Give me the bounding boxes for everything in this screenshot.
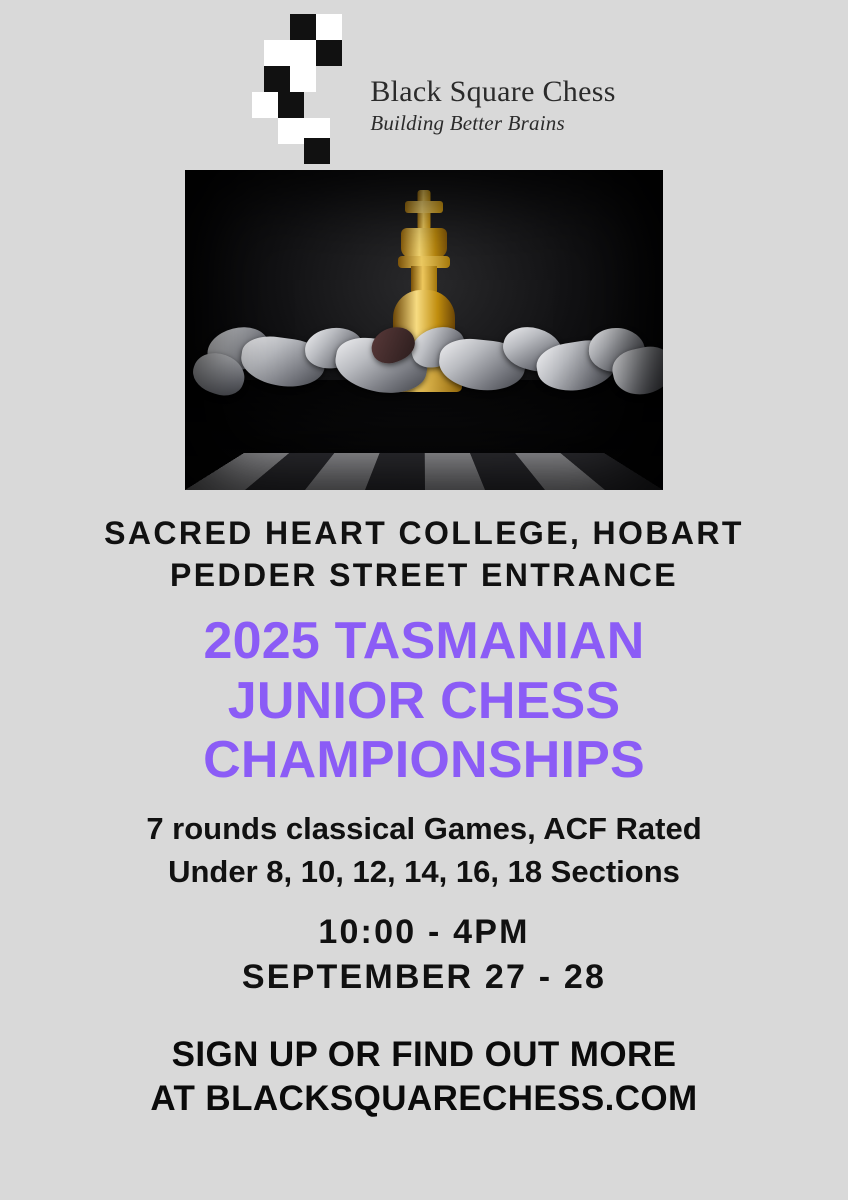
black-square-chess-logo-mark [252,14,362,164]
logo-title: Black Square Chess [370,74,616,108]
venue-line-1: SACRED HEART COLLEGE, HOBART [104,515,744,551]
event-hours: 10:00 - 4PM [318,912,530,951]
chess-photo [185,170,663,490]
event-title-line-1: 2025 TASMANIAN [203,612,645,671]
call-to-action [150,1033,697,1121]
cta-line-1: SIGN UP OR FIND OUT MORE [171,1034,677,1074]
venue-line-2: PEDDER STREET ENTRANCE [170,557,678,594]
event-title-line-2: JUNIOR CHESS [227,671,621,730]
event-dates: SEPTEMBER 27 - 28 [241,958,607,997]
photo-vignette [185,170,663,490]
event-details [146,808,701,894]
venue-block [104,512,744,596]
details-rounds: 7 rounds classical Games, ACF Rated [146,811,702,847]
event-schedule [242,910,606,1001]
logo-block [0,14,848,164]
details-sections: Under 8, 10, 12, 14, 16, 18 Sections [168,854,680,890]
event-title-line-3: CHAMPIONSHIPS [203,731,645,789]
event-title [203,612,645,790]
logo-tagline: Building Better Brains [370,111,565,136]
cta-website[interactable]: AT BLACKSQUARECHESS.COM [150,1078,698,1118]
